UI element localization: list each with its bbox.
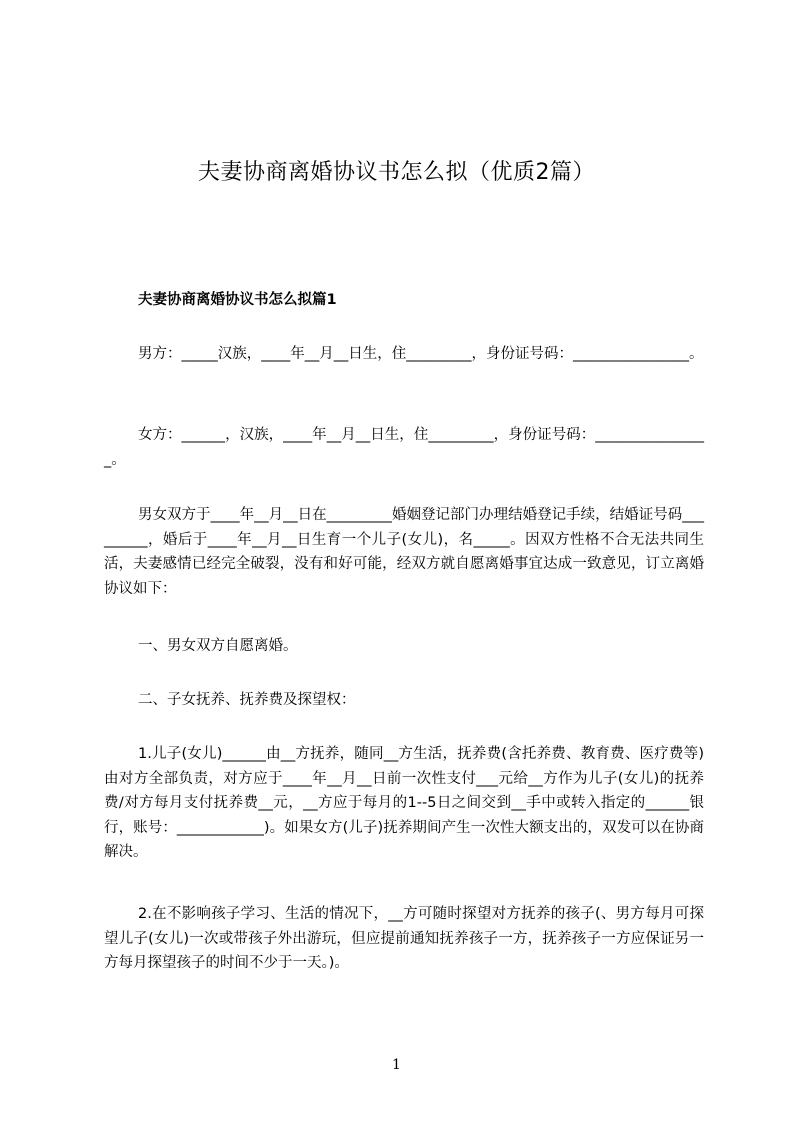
page-title: 夫妻协商离婚协议书怎么拟（优质2篇） [198,159,595,185]
paragraph-clause-1: 一、男女双方自愿离婚。 [138,638,298,654]
paragraph-marriage-info: 男女双方于____年__月__日在_________婚姻登记部门办理结婚登记手续，结婚证号码_________，婚后于____年__月__日生育一个儿子(女儿)，名_____。因双方性格不合无法共同生活，夫妻感情已经完全破裂，没有和好可能，经双方就自愿离婚事宜达成一致意见，订立离婚协议如下： [104,507,704,597]
paragraph-clause-2: 二、子女抚养、抚养费及探望权： [138,692,356,708]
paragraph-female-party: 女方：______，汉族，____年__月__日生，住_________，身份证号码：________________。 [104,427,704,468]
paragraph-male-party: 男方：_____汉族，____年__月__日生，住_________，身份证号码：________________。 [138,346,704,362]
paragraph-clause-2-item-2: 2.在不影响孩子学习、生活的情况下，__方可随时探望对方抚养的孩子(、男方每月可探望儿子(女儿)一次或带孩子外出游玩，但应提前通知抚养孩子一方，抚养孩子一方应保证另一方每月探望孩子的时间不少于一天。)。 [104,906,704,971]
section-heading: 夫妻协商离婚协议书怎么拟篇1 [138,292,337,308]
page-number: 1 [392,1057,401,1073]
paragraph-clause-2-item-1: 1.儿子(女儿)______由__方抚养，随同__方生活，抚养费(含托养费、教育费、医疗费等)由对方全部负责，对方应于____年__月__日前一次性支付___元给__方作为儿子(女儿)的抚养费/对方每月支付抚养费__元，__方应于每月的1--5日之间交到__手中或转入指定的______银行，账号：____________)。如果女方(儿子)抚养期间产生一次性大额支出的，双发可以在协商解决。 [104,746,704,860]
